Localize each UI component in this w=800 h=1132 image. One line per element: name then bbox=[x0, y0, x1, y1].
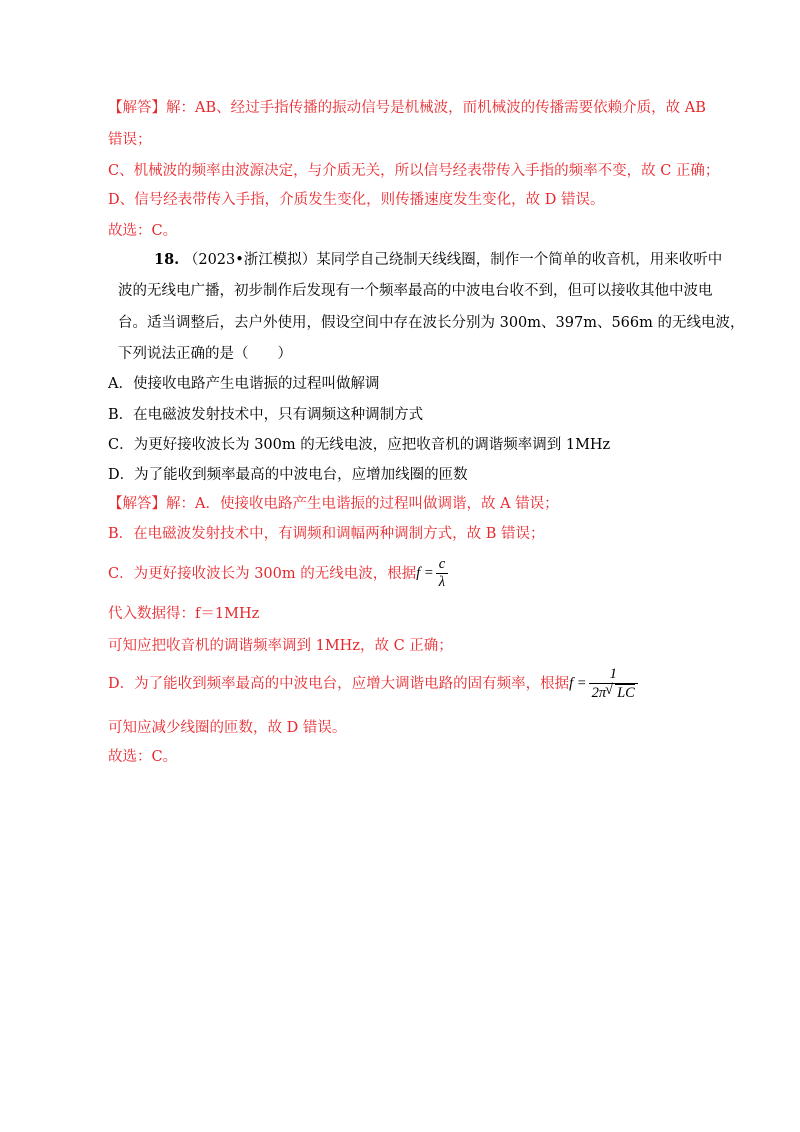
question-line: 下列说法正确的是（ ） bbox=[118, 346, 292, 362]
answer-text: C．为更好接收波长为 300m 的无线电波，根据 bbox=[108, 565, 417, 582]
answer-text: D．为了能收到频率最高的中波电台，应增大调谐电路的固有频率，根据 bbox=[108, 676, 570, 692]
answer-line: 可知应减少线圈的匝数，故 D 错误。 bbox=[108, 720, 347, 736]
formula-denominator: λ bbox=[438, 574, 446, 590]
option-a: A．使接收电路产生电谐振的过程叫做解调 bbox=[108, 376, 380, 392]
answer-line: D、信号经表带传入手指，介质发生变化，则传播速度发生变化，故 D 错误。 bbox=[108, 192, 605, 208]
answer-line: 故选：C。 bbox=[108, 223, 178, 239]
question-number: 18. bbox=[154, 251, 180, 268]
formula-numerator: 1 bbox=[589, 666, 638, 684]
question-text: （2023•浙江模拟）某同学自己绕制天线线圈，制作一个简单的收音机，用来收听中 bbox=[183, 252, 723, 268]
answer-line: 【解答】解：A．使接收电路产生电谐振的过程叫做调谐，故 A 错误； bbox=[108, 496, 559, 512]
formula-lhs: f = bbox=[416, 564, 434, 581]
formula-wavelength bbox=[416, 556, 448, 591]
formula-sqrt: √ LC bbox=[615, 684, 635, 702]
answer-line: 错误； bbox=[108, 132, 152, 148]
answer-line-with-formula bbox=[108, 556, 448, 591]
question-line: 波的无线电广播，初步制作后发现有一个频率最高的中波电台收不到，但可以接收其他中波电 bbox=[118, 283, 713, 299]
formula-denominator bbox=[589, 684, 638, 702]
formula-den-coef: 2π bbox=[591, 685, 607, 701]
answer-line: 可知应把收音机的调谐频率调到 1MHz，故 C 正确； bbox=[108, 638, 453, 654]
answer-line: B．在电磁波发射技术中，有调频和调幅两种调制方式，故 B 错误； bbox=[108, 526, 545, 542]
answer-line-with-formula bbox=[108, 666, 638, 702]
option-d: D．为了能收到频率最高的中波电台，应增加线圈的匝数 bbox=[108, 467, 468, 483]
formula-lhs: f = bbox=[569, 675, 587, 692]
formula-lc bbox=[569, 666, 638, 702]
option-c: C．为更好接收波长为 300m 的无线电波，应把收音机的调谐频率调到 1MHz bbox=[108, 437, 611, 453]
answer-line: 故选：C。 bbox=[108, 749, 178, 765]
question-line: 台。适当调整后，去户外使用，假设空间中存在波长分别为 300m、397m、566m 的无线电波， bbox=[118, 315, 745, 331]
formula-numerator: c bbox=[436, 556, 448, 574]
question-line bbox=[154, 250, 722, 270]
answer-line: C、机械波的频率由波源决定，与介质无关，所以信号经表带传入手指的频率不变，故 C 正确； bbox=[108, 163, 720, 179]
answer-line: 代入数据得：f＝1MHz bbox=[108, 606, 260, 622]
answer-line: 【解答】解：AB、经过手指传播的振动信号是机械波，而机械波的传播需要依赖介质，故 AB bbox=[108, 100, 706, 116]
option-b: B．在电磁波发射技术中，只有调频这种调制方式 bbox=[108, 407, 424, 423]
